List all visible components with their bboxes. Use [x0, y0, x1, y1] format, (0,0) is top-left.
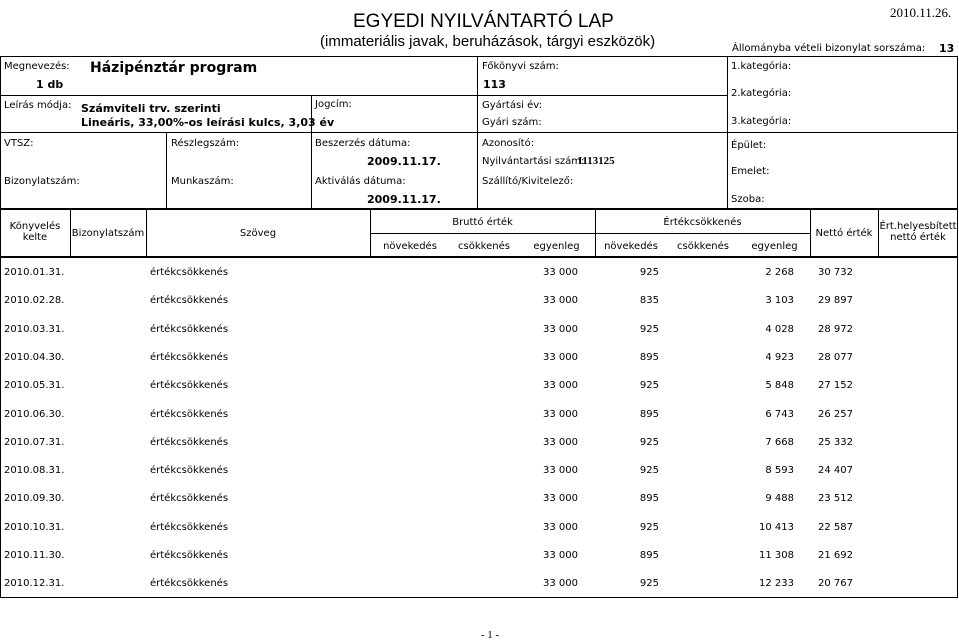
cell-date: 2010.12.31. — [4, 578, 65, 590]
cell-brutto-egyenleg: 33 000 — [543, 267, 578, 278]
cell-ecs-novekedes: 925 — [639, 521, 659, 533]
cell-netto: 27 152 — [818, 380, 853, 392]
szoba-label: Szoba: — [731, 194, 765, 205]
table-row — [0, 316, 959, 344]
cell-ecs-egyenleg: 12 233 — [759, 578, 794, 590]
megnevezes-value: Házipénztár program — [90, 60, 258, 76]
group-ertekcsokkenes: Értékcsökkenés — [663, 217, 742, 228]
table-row — [0, 344, 959, 372]
fokonyvi-label: Főkönyvi szám: — [482, 61, 559, 72]
table-row — [0, 259, 959, 287]
divider — [727, 56, 728, 209]
cell-brutto-egyenleg: 33 000 — [543, 380, 578, 392]
cell-ecs-novekedes: 895 — [639, 550, 659, 561]
azonosito-label: Azonosító: — [482, 138, 535, 149]
cell-ecs-egyenleg: 5 848 — [765, 380, 794, 392]
cell-netto: 21 692 — [818, 550, 853, 561]
sub-ecs-csokkenes: csökkenés — [677, 241, 729, 252]
cell-text: értékcsökkenés — [150, 380, 229, 392]
cell-brutto-egyenleg: 33 000 — [543, 436, 578, 448]
reszlegszam-label: Részlegszám: — [171, 138, 240, 149]
page-number: - 1 - — [480, 629, 500, 641]
kategoria-3-label: 3.kategória: — [731, 116, 792, 127]
cell-ecs-egyenleg: 8 593 — [765, 465, 794, 477]
col-ert-line-1: Ért.helyesbített — [879, 221, 957, 232]
col-konyveles-kelte — [0, 221, 70, 243]
beszerzes-label: Beszerzés dátuma: — [315, 138, 411, 149]
cell-netto: 22 587 — [818, 521, 853, 533]
aktivalas-label: Aktiválás dátuma: — [315, 176, 406, 187]
leiras-label: Leírás módja: — [4, 100, 72, 111]
cell-date: 2010.03.31. — [4, 323, 65, 335]
cell-netto: 30 732 — [818, 267, 853, 278]
voucher-label: Állományba vételi bizonylat sorszáma: — [732, 43, 926, 54]
cell-date: 2010.06.30. — [4, 408, 65, 420]
cell-date: 2010.10.31. — [4, 521, 65, 533]
cell-date: 2010.04.30. — [4, 351, 65, 363]
munkaszam-label: Munkaszám: — [171, 176, 234, 187]
table-row — [0, 287, 959, 315]
divider — [0, 95, 727, 96]
cell-ecs-novekedes: 925 — [639, 380, 659, 392]
sub-brutto-egyenleg: egyenleg — [533, 241, 580, 252]
cell-ecs-novekedes: 925 — [639, 323, 659, 335]
emelet-label: Emelet: — [731, 166, 770, 177]
divider — [166, 132, 167, 209]
cell-date: 2010.11.30. — [4, 550, 65, 561]
col-ert-line-2: nettó érték — [890, 232, 946, 243]
group-brutto-ertek: Bruttó érték — [452, 217, 513, 228]
cell-brutto-egyenleg: 33 000 — [543, 465, 578, 477]
divider — [370, 233, 810, 234]
cell-ecs-novekedes: 835 — [639, 295, 659, 307]
sub-brutto-novekedes: növekedés — [383, 241, 437, 252]
cell-date: 2010.02.28. — [4, 295, 65, 307]
cell-text: értékcsökkenés — [150, 295, 229, 307]
cell-ecs-egyenleg: 10 413 — [759, 521, 794, 533]
cell-netto: 25 332 — [818, 436, 853, 448]
cell-text: értékcsökkenés — [150, 521, 229, 533]
cell-date: 2010.08.31. — [4, 465, 65, 477]
cell-date: 2010.07.31. — [4, 436, 65, 448]
kategoria-1-label: 1.kategória: — [731, 61, 792, 72]
cell-text: értékcsökkenés — [150, 578, 229, 590]
cell-ecs-egyenleg: 11 308 — [759, 550, 794, 561]
divider — [0, 132, 958, 133]
cell-netto: 20 767 — [818, 578, 853, 590]
cell-ecs-egyenleg: 7 668 — [765, 436, 794, 448]
page-subtitle: (immateriális javak, beruházások, tárgyi eszközök) — [320, 33, 656, 50]
cell-netto: 28 972 — [818, 323, 853, 335]
col-ert-helyesbitett — [878, 221, 958, 243]
cell-ecs-egyenleg: 6 743 — [765, 408, 794, 420]
table-row — [0, 485, 959, 513]
vtsz-label: VTSZ: — [4, 138, 34, 149]
table-row — [0, 457, 959, 485]
col-konyveles-line-2: kelte — [22, 232, 48, 243]
cell-text: értékcsökkenés — [150, 408, 229, 420]
table-row — [0, 514, 959, 542]
divider — [477, 56, 478, 209]
cell-ecs-novekedes: 925 — [639, 465, 659, 477]
megnevezes-label: Megnevezés: — [4, 61, 70, 72]
sub-ecs-novekedes: növekedés — [604, 241, 658, 252]
szallito-label: Szállító/Kivitelező: — [482, 176, 574, 187]
table-row — [0, 542, 959, 570]
cell-text: értékcsökkenés — [150, 436, 229, 448]
cell-ecs-novekedes: 925 — [639, 436, 659, 448]
col-szoveg: Szöveg — [239, 228, 277, 239]
cell-text: értékcsökkenés — [150, 267, 229, 278]
gyartasi-ev-label: Gyártási év: — [482, 100, 543, 111]
cell-ecs-egyenleg: 3 103 — [765, 295, 794, 307]
col-konyveles-line-1: Könyvelés — [9, 221, 61, 232]
cell-date: 2010.09.30. — [4, 493, 65, 505]
cell-ecs-egyenleg: 9 488 — [765, 493, 794, 505]
divider — [311, 95, 312, 209]
cell-text: értékcsökkenés — [150, 351, 229, 363]
print-date: 2010.11.26. — [890, 5, 952, 20]
sub-ecs-egyenleg: egyenleg — [751, 241, 798, 252]
cell-ecs-egyenleg: 4 028 — [765, 323, 794, 335]
col-netto-ertek: Nettó érték — [815, 228, 873, 239]
cell-date: 2010.05.31. — [4, 380, 65, 392]
jogcim-label: Jogcím: — [315, 99, 352, 110]
cell-ecs-novekedes: 925 — [639, 267, 659, 278]
cell-text: értékcsökkenés — [150, 550, 229, 561]
leiras-line-2: Lineáris, 33,00%-os leírási kulcs, 3,03 év — [81, 116, 335, 129]
cell-brutto-egyenleg: 33 000 — [543, 493, 578, 505]
table-row — [0, 429, 959, 457]
voucher-number: 13 — [939, 42, 955, 55]
cell-ecs-novekedes: 895 — [639, 408, 659, 420]
epulet-label: Épület: — [731, 140, 767, 151]
page-title: EGYEDI NYILVÁNTARTÓ LAP — [353, 11, 614, 32]
cell-netto: 28 077 — [818, 351, 853, 363]
col-bizonylatszam: Bizonylatszám — [71, 228, 145, 239]
cell-ecs-novekedes: 925 — [639, 578, 659, 590]
leiras-line-1: Számviteli trv. szerinti — [81, 102, 221, 115]
cell-text: értékcsökkenés — [150, 323, 229, 335]
cell-text: értékcsökkenés — [150, 493, 229, 505]
beszerzes-value: 2009.11.17. — [367, 155, 441, 168]
cell-netto: 24 407 — [818, 465, 853, 477]
gyari-szam-label: Gyári szám: — [482, 117, 542, 128]
cell-ecs-novekedes: 895 — [639, 351, 659, 363]
aktivalas-value: 2009.11.17. — [367, 193, 441, 206]
table-row — [0, 401, 959, 429]
cell-netto: 23 512 — [818, 493, 853, 505]
cell-brutto-egyenleg: 33 000 — [543, 408, 578, 420]
nyilvantartasi-value: I113125 — [578, 155, 615, 167]
cell-date: 2010.01.31. — [4, 267, 65, 278]
cell-ecs-egyenleg: 2 268 — [765, 267, 794, 278]
fokonyvi-value: 113 — [483, 78, 506, 91]
cell-ecs-novekedes: 895 — [639, 493, 659, 505]
cell-brutto-egyenleg: 33 000 — [543, 578, 578, 590]
sub-brutto-csokkenes: csökkenés — [458, 241, 510, 252]
cell-brutto-egyenleg: 33 000 — [543, 295, 578, 307]
kategoria-2-label: 2.kategória: — [731, 88, 792, 99]
nyilvantartasi-label: Nyilvántartási szám: — [482, 156, 585, 167]
cell-netto: 29 897 — [818, 295, 853, 307]
cell-brutto-egyenleg: 33 000 — [543, 351, 578, 363]
quantity: 1 db — [36, 78, 64, 91]
cell-text: értékcsökkenés — [150, 465, 229, 477]
table-row — [0, 570, 959, 598]
cell-ecs-egyenleg: 4 923 — [765, 351, 794, 363]
cell-brutto-egyenleg: 33 000 — [543, 323, 578, 335]
cell-brutto-egyenleg: 33 000 — [543, 521, 578, 533]
cell-brutto-egyenleg: 33 000 — [543, 550, 578, 561]
table-row — [0, 372, 959, 400]
cell-netto: 26 257 — [818, 408, 853, 420]
bizonylatszam-label: Bizonylatszám: — [4, 176, 80, 187]
